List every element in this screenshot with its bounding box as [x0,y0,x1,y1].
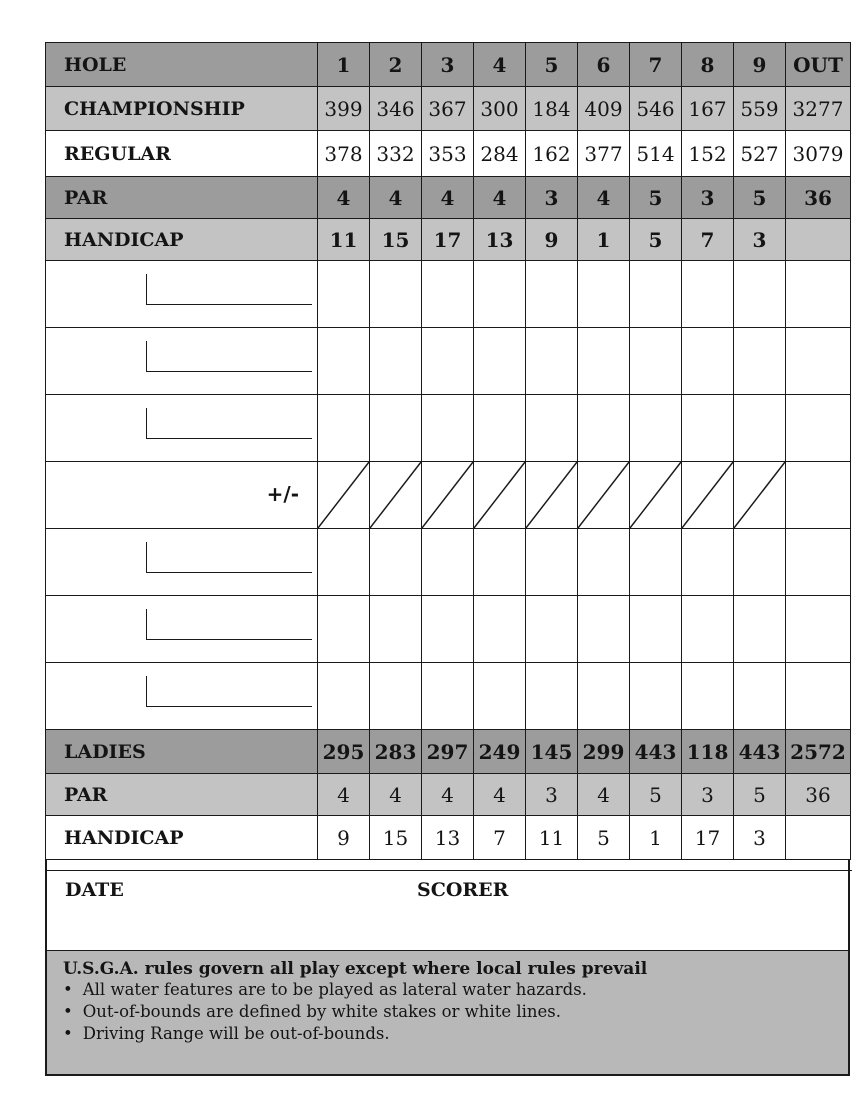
hole-9-value: 527 [734,131,786,177]
score-cell[interactable] [526,261,578,328]
out-score-cell[interactable] [786,462,851,529]
hole-2-value: 346 [370,87,422,131]
plus-minus-diagonal-cell[interactable] [422,462,474,529]
score-cell[interactable] [422,395,474,462]
score-cell[interactable] [474,261,526,328]
player-row [46,261,851,328]
player-name-line [146,341,312,372]
hole-7-value: 443 [630,730,682,774]
hole-1-value: 4 [318,774,370,816]
score-table [45,42,851,860]
hole-2-value: 4 [370,774,422,816]
hole-5-value: 9 [526,219,578,261]
score-cell[interactable] [526,596,578,663]
player-row [46,328,851,395]
out-total: 36 [786,774,851,816]
hole-3-value: 4 [422,177,474,219]
header-row [46,43,851,87]
out-score-cell[interactable] [786,261,851,328]
plus-minus-diagonal-cell[interactable] [318,462,370,529]
hole-7-value: 5 [630,774,682,816]
score-cell[interactable] [578,529,630,596]
hole-5-value: 3 [526,177,578,219]
plus-minus-diagonal-cell[interactable] [526,462,578,529]
out-total: 36 [786,177,851,219]
out-total: 3277 [786,87,851,131]
player-name-cell[interactable] [46,663,318,730]
hole-6-value: 409 [578,87,630,131]
player-name-cell[interactable] [46,261,318,328]
regular-label: REGULAR [46,131,318,177]
rules-heading: U.S.G.A. rules govern all play except where local rules prevail [63,959,648,979]
hole-5-value: 11 [526,816,578,860]
score-cell[interactable] [370,395,422,462]
handicap-label: HANDICAP [46,219,318,261]
hole-4-value: 284 [474,131,526,177]
score-cell[interactable] [474,529,526,596]
score-cell[interactable] [682,663,734,730]
ladies-par-label: PAR [46,774,318,816]
scorer-label: SCORER [417,879,509,901]
hole-number: 5 [526,43,578,87]
score-cell[interactable] [422,328,474,395]
hole-7-value: 1 [630,816,682,860]
player-name-cell[interactable] [46,529,318,596]
hole-1-value: 9 [318,816,370,860]
player-name-line [146,542,312,573]
hole-9-value: 559 [734,87,786,131]
hole-5-value: 162 [526,131,578,177]
ladies-label: LADIES [46,730,318,774]
hole-number: 4 [474,43,526,87]
player-name-cell[interactable] [46,395,318,462]
score-cell[interactable] [578,395,630,462]
rule-item: • All water features are to be played as lateral water hazards. [63,979,832,1001]
hole-6-value: 299 [578,730,630,774]
hole-number: 9 [734,43,786,87]
player-name-line [146,408,312,439]
score-cell[interactable] [578,663,630,730]
hole-6-value: 5 [578,816,630,860]
player-row [46,529,851,596]
hole-3-value: 13 [422,816,474,860]
score-cell[interactable] [734,596,786,663]
hole-8-value: 17 [682,816,734,860]
out-total: 3079 [786,131,851,177]
rules-box [47,950,848,1074]
par-label: PAR [46,177,318,219]
hole-2-value: 15 [370,816,422,860]
hole-6-value: 4 [578,774,630,816]
hole-9-value: 5 [734,177,786,219]
score-cell[interactable] [526,395,578,462]
championship-label: CHAMPIONSHIP [46,87,318,131]
score-cell[interactable] [422,261,474,328]
hole-4-value: 300 [474,87,526,131]
hole-2-value: 4 [370,177,422,219]
hole-3-value: 353 [422,131,474,177]
score-cell[interactable] [630,328,682,395]
out-score-cell[interactable] [786,328,851,395]
hole-number: 7 [630,43,682,87]
score-cell[interactable] [318,395,370,462]
score-cell[interactable] [526,663,578,730]
score-cell[interactable] [734,261,786,328]
hole-9-value: 3 [734,219,786,261]
plus-minus-row [46,462,851,529]
score-cell[interactable] [682,395,734,462]
player-name-cell[interactable] [46,328,318,395]
hole-7-value: 5 [630,177,682,219]
score-cell[interactable] [370,596,422,663]
out-total [786,219,851,261]
score-cell[interactable] [318,529,370,596]
score-cell[interactable] [318,596,370,663]
hole-number: 3 [422,43,474,87]
championship-row [46,87,851,131]
score-cell[interactable] [734,328,786,395]
hole-6-value: 377 [578,131,630,177]
score-cell[interactable] [682,328,734,395]
player-name-line [146,609,312,640]
rules-list [63,979,832,1045]
hole-number: 6 [578,43,630,87]
rule-item: • Driving Range will be out-of-bounds. [63,1023,832,1045]
score-cell[interactable] [630,529,682,596]
score-cell[interactable] [474,663,526,730]
par-row [46,177,851,219]
player-row [46,395,851,462]
hole-3-value: 297 [422,730,474,774]
score-cell[interactable] [474,328,526,395]
ladies-handicap-row [46,816,851,860]
score-cell[interactable] [318,663,370,730]
out-score-cell[interactable] [786,596,851,663]
hole-number: 1 [318,43,370,87]
score-cell[interactable] [630,663,682,730]
score-cell[interactable] [422,529,474,596]
regular-row [46,131,851,177]
hole-7-value: 5 [630,219,682,261]
out-score-cell[interactable] [786,529,851,596]
ladies-handicap-label: HANDICAP [46,816,318,860]
score-cell[interactable] [526,328,578,395]
score-cell[interactable] [734,663,786,730]
score-cell[interactable] [734,529,786,596]
out-label: OUT [786,43,851,87]
hole-1-value: 399 [318,87,370,131]
hole-8-value: 7 [682,219,734,261]
hole-5-value: 3 [526,774,578,816]
scorecard [45,42,850,1076]
hole-1-value: 4 [318,177,370,219]
hole-8-value: 3 [682,177,734,219]
hole-number: 2 [370,43,422,87]
hole-4-value: 249 [474,730,526,774]
handicap-row [46,219,851,261]
plus-minus-diagonal-cell[interactable] [630,462,682,529]
hole-3-value: 367 [422,87,474,131]
hole-8-value: 118 [682,730,734,774]
score-cell[interactable] [630,395,682,462]
plus-minus-diagonal-cell[interactable] [370,462,422,529]
score-cell[interactable] [578,596,630,663]
plus-minus-cell [46,462,318,529]
score-cell[interactable] [318,261,370,328]
score-cell[interactable] [370,529,422,596]
hole-2-value: 283 [370,730,422,774]
hole-2-value: 15 [370,219,422,261]
player-name-cell[interactable] [46,596,318,663]
hole-number: 8 [682,43,734,87]
score-cell[interactable] [630,261,682,328]
hole-3-value: 4 [422,774,474,816]
hole-8-value: 3 [682,774,734,816]
plus-minus-diagonal-cell[interactable] [682,462,734,529]
hole-4-value: 13 [474,219,526,261]
player-name-line [146,676,312,707]
score-cell[interactable] [734,395,786,462]
hole-label: HOLE [46,43,318,87]
hole-1-value: 11 [318,219,370,261]
out-score-cell[interactable] [786,663,851,730]
rule-item: • Out-of-bounds are defined by white stakes or white lines. [63,1001,832,1023]
hole-1-value: 295 [318,730,370,774]
out-total [786,816,851,860]
score-cell[interactable] [474,596,526,663]
date-label: DATE [65,879,124,901]
hole-4-value: 4 [474,177,526,219]
hole-4-value: 7 [474,816,526,860]
score-cell[interactable] [370,261,422,328]
hole-5-value: 145 [526,730,578,774]
hole-1-value: 378 [318,131,370,177]
date-scorer-row [47,870,852,950]
score-cell[interactable] [370,328,422,395]
hole-7-value: 514 [630,131,682,177]
score-cell[interactable] [630,596,682,663]
plus-minus-diagonal-cell[interactable] [474,462,526,529]
hole-6-value: 4 [578,177,630,219]
player-row [46,596,851,663]
hole-6-value: 1 [578,219,630,261]
score-cell[interactable] [422,663,474,730]
hole-4-value: 4 [474,774,526,816]
hole-7-value: 546 [630,87,682,131]
score-cell[interactable] [526,529,578,596]
hole-9-value: 3 [734,816,786,860]
score-cell[interactable] [578,261,630,328]
hole-5-value: 184 [526,87,578,131]
score-cell[interactable] [682,261,734,328]
hole-3-value: 17 [422,219,474,261]
player-name-line [146,274,312,305]
score-cell[interactable] [422,596,474,663]
player-row [46,663,851,730]
score-cell[interactable] [682,596,734,663]
out-total: 2572 [786,730,851,774]
hole-8-value: 167 [682,87,734,131]
score-cell[interactable] [318,328,370,395]
plus-minus-diagonal-cell[interactable] [734,462,786,529]
score-cell[interactable] [682,529,734,596]
score-cell[interactable] [370,663,422,730]
ladies-par-row [46,774,851,816]
plus-minus-label: +/- [266,482,299,506]
out-score-cell[interactable] [786,395,851,462]
score-cell[interactable] [474,395,526,462]
hole-2-value: 332 [370,131,422,177]
hole-9-value: 5 [734,774,786,816]
hole-9-value: 443 [734,730,786,774]
ladies-row [46,730,851,774]
hole-8-value: 152 [682,131,734,177]
score-cell[interactable] [578,328,630,395]
plus-minus-diagonal-cell[interactable] [578,462,630,529]
